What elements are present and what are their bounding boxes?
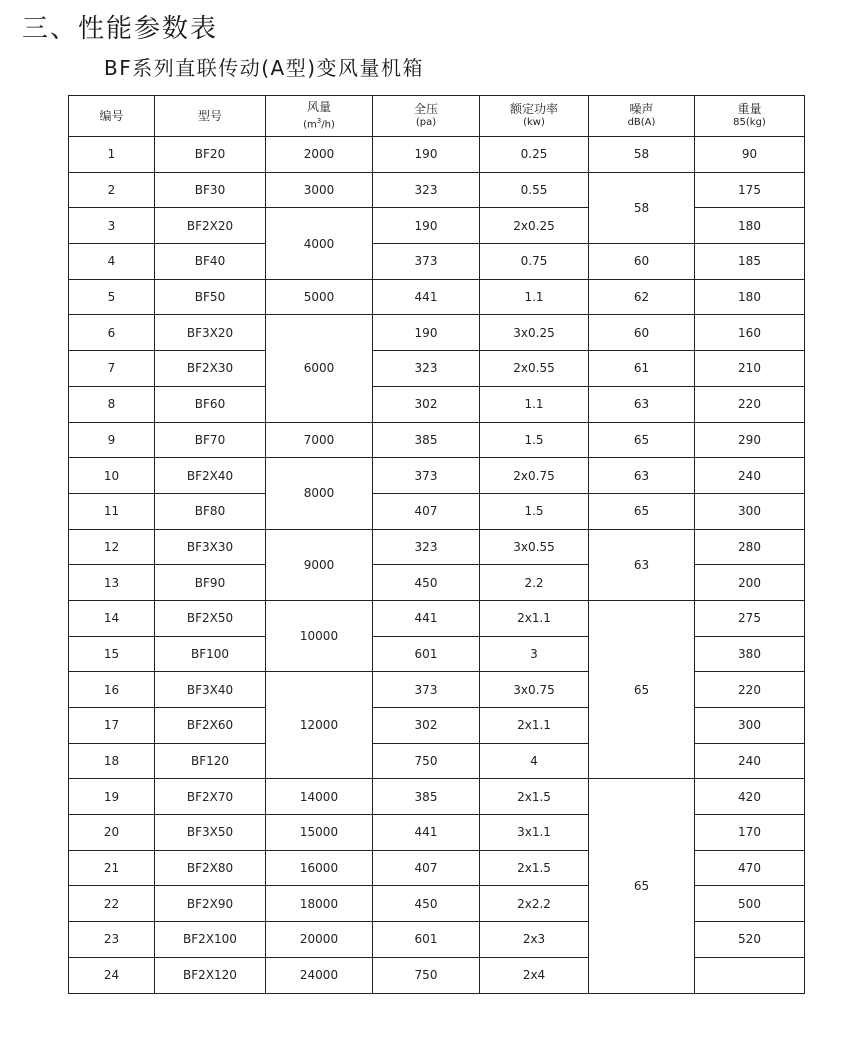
cell-pressure: 323 bbox=[373, 529, 480, 565]
cell-pressure: 601 bbox=[373, 922, 480, 958]
cell-airflow: 18000 bbox=[266, 886, 373, 922]
cell-power: 0.55 bbox=[480, 172, 589, 208]
header-weight: 重量 85(kg) bbox=[695, 96, 805, 137]
cell-weight: 200 bbox=[695, 565, 805, 601]
cell-no: 18 bbox=[69, 743, 155, 779]
cell-no: 11 bbox=[69, 493, 155, 529]
cell-weight: 500 bbox=[695, 886, 805, 922]
performance-table bbox=[68, 95, 805, 994]
cell-noise: 60 bbox=[589, 244, 695, 280]
table-row bbox=[69, 886, 805, 922]
table-row bbox=[69, 137, 805, 173]
cell-no: 23 bbox=[69, 922, 155, 958]
cell-power: 2x0.25 bbox=[480, 208, 589, 244]
cell-pressure: 407 bbox=[373, 493, 480, 529]
cell-weight: 180 bbox=[695, 279, 805, 315]
cell-weight: 470 bbox=[695, 850, 805, 886]
cell-power: 3x0.25 bbox=[480, 315, 589, 351]
header-model: 型号 bbox=[155, 96, 266, 137]
cell-weight: 90 bbox=[695, 137, 805, 173]
cell-power: 1.1 bbox=[480, 279, 589, 315]
cell-weight: 280 bbox=[695, 529, 805, 565]
cell-pressure: 750 bbox=[373, 743, 480, 779]
cell-airflow: 8000 bbox=[266, 458, 373, 529]
cell-no: 17 bbox=[69, 708, 155, 744]
cell-power: 3x0.75 bbox=[480, 672, 589, 708]
cell-no: 1 bbox=[69, 137, 155, 173]
table-row bbox=[69, 850, 805, 886]
cell-no: 21 bbox=[69, 850, 155, 886]
cell-pressure: 373 bbox=[373, 672, 480, 708]
cell-pressure: 302 bbox=[373, 386, 480, 422]
cell-airflow: 7000 bbox=[266, 422, 373, 458]
table-row bbox=[69, 672, 805, 708]
cell-noise: 60 bbox=[589, 315, 695, 351]
cell-pressure: 441 bbox=[373, 279, 480, 315]
cell-model: BF120 bbox=[155, 743, 266, 779]
header-power: 额定功率 (kw) bbox=[480, 96, 589, 137]
cell-model: BF3X20 bbox=[155, 315, 266, 351]
table-row bbox=[69, 636, 805, 672]
cell-power: 2x1.5 bbox=[480, 850, 589, 886]
cell-pressure: 373 bbox=[373, 458, 480, 494]
table-row bbox=[69, 244, 805, 280]
table-row bbox=[69, 600, 805, 636]
cell-model: BF30 bbox=[155, 172, 266, 208]
table-row bbox=[69, 565, 805, 601]
cell-weight bbox=[695, 957, 805, 993]
cell-pressure: 190 bbox=[373, 208, 480, 244]
cell-airflow: 10000 bbox=[266, 600, 373, 671]
cell-weight: 220 bbox=[695, 672, 805, 708]
cell-airflow: 16000 bbox=[266, 850, 373, 886]
cell-no: 6 bbox=[69, 315, 155, 351]
cell-weight: 180 bbox=[695, 208, 805, 244]
cell-power: 2x0.75 bbox=[480, 458, 589, 494]
cell-noise: 58 bbox=[589, 172, 695, 243]
table-header-row bbox=[69, 96, 805, 137]
cell-power: 2x1.1 bbox=[480, 600, 589, 636]
cell-model: BF2X80 bbox=[155, 850, 266, 886]
cell-airflow: 14000 bbox=[266, 779, 373, 815]
cell-pressure: 450 bbox=[373, 886, 480, 922]
cell-model: BF3X50 bbox=[155, 815, 266, 851]
cell-power: 1.5 bbox=[480, 422, 589, 458]
cell-power: 3x0.55 bbox=[480, 529, 589, 565]
cell-noise: 58 bbox=[589, 137, 695, 173]
table-row bbox=[69, 315, 805, 351]
table-row bbox=[69, 743, 805, 779]
cell-noise: 63 bbox=[589, 529, 695, 600]
cell-pressure: 373 bbox=[373, 244, 480, 280]
cell-no: 9 bbox=[69, 422, 155, 458]
cell-weight: 300 bbox=[695, 708, 805, 744]
cell-pressure: 302 bbox=[373, 708, 480, 744]
cell-power: 0.75 bbox=[480, 244, 589, 280]
table-row bbox=[69, 493, 805, 529]
cell-noise: 65 bbox=[589, 422, 695, 458]
cell-no: 3 bbox=[69, 208, 155, 244]
table-row bbox=[69, 815, 805, 851]
cell-model: BF50 bbox=[155, 279, 266, 315]
cell-pressure: 601 bbox=[373, 636, 480, 672]
cell-model: BF90 bbox=[155, 565, 266, 601]
cell-weight: 210 bbox=[695, 351, 805, 387]
cell-pressure: 190 bbox=[373, 137, 480, 173]
table-row bbox=[69, 529, 805, 565]
cell-pressure: 750 bbox=[373, 957, 480, 993]
cell-model: BF2X60 bbox=[155, 708, 266, 744]
cell-pressure: 385 bbox=[373, 422, 480, 458]
cell-airflow: 6000 bbox=[266, 315, 373, 422]
cell-model: BF3X30 bbox=[155, 529, 266, 565]
cell-power: 2x0.55 bbox=[480, 351, 589, 387]
cell-model: BF80 bbox=[155, 493, 266, 529]
cell-power: 2.2 bbox=[480, 565, 589, 601]
cell-no: 5 bbox=[69, 279, 155, 315]
cell-no: 15 bbox=[69, 636, 155, 672]
cell-pressure: 323 bbox=[373, 172, 480, 208]
cell-weight: 275 bbox=[695, 600, 805, 636]
table-row bbox=[69, 957, 805, 993]
cell-pressure: 441 bbox=[373, 815, 480, 851]
cell-noise: 63 bbox=[589, 386, 695, 422]
cell-pressure: 441 bbox=[373, 600, 480, 636]
cell-noise: 61 bbox=[589, 351, 695, 387]
cell-no: 20 bbox=[69, 815, 155, 851]
table-row bbox=[69, 351, 805, 387]
table-row bbox=[69, 779, 805, 815]
cell-airflow: 24000 bbox=[266, 957, 373, 993]
cell-model: BF2X30 bbox=[155, 351, 266, 387]
cell-model: BF2X20 bbox=[155, 208, 266, 244]
table-row bbox=[69, 208, 805, 244]
cell-noise: 63 bbox=[589, 458, 695, 494]
cell-model: BF2X120 bbox=[155, 957, 266, 993]
cell-pressure: 385 bbox=[373, 779, 480, 815]
cell-weight: 380 bbox=[695, 636, 805, 672]
table-row bbox=[69, 279, 805, 315]
cell-pressure: 323 bbox=[373, 351, 480, 387]
cell-weight: 290 bbox=[695, 422, 805, 458]
cell-no: 10 bbox=[69, 458, 155, 494]
cell-noise: 65 bbox=[589, 600, 695, 778]
cell-weight: 240 bbox=[695, 458, 805, 494]
table-row bbox=[69, 458, 805, 494]
cell-weight: 520 bbox=[695, 922, 805, 958]
table-row bbox=[69, 708, 805, 744]
cell-model: BF3X40 bbox=[155, 672, 266, 708]
cell-power: 2x1.1 bbox=[480, 708, 589, 744]
cell-weight: 185 bbox=[695, 244, 805, 280]
cell-weight: 420 bbox=[695, 779, 805, 815]
cell-weight: 170 bbox=[695, 815, 805, 851]
header-airflow: 风量 $(m^3/h)$ bbox=[266, 96, 373, 137]
cell-no: 24 bbox=[69, 957, 155, 993]
header-airflow-unit: $(m^3/h)$ bbox=[303, 116, 335, 131]
cell-power: 3x1.1 bbox=[480, 815, 589, 851]
cell-model: BF70 bbox=[155, 422, 266, 458]
table-subtitle: BF系列直联传动(A型)变风量机箱 bbox=[104, 56, 425, 80]
cell-no: 14 bbox=[69, 600, 155, 636]
cell-airflow: 20000 bbox=[266, 922, 373, 958]
cell-power: 2x4 bbox=[480, 957, 589, 993]
cell-power: 1.5 bbox=[480, 493, 589, 529]
table-row bbox=[69, 422, 805, 458]
cell-airflow: 4000 bbox=[266, 208, 373, 279]
cell-no: 7 bbox=[69, 351, 155, 387]
cell-model: BF2X70 bbox=[155, 779, 266, 815]
cell-model: BF60 bbox=[155, 386, 266, 422]
cell-power: 0.25 bbox=[480, 137, 589, 173]
cell-airflow: 2000 bbox=[266, 137, 373, 173]
cell-noise: 62 bbox=[589, 279, 695, 315]
cell-power: 1.1 bbox=[480, 386, 589, 422]
header-pressure: 全压 (pa) bbox=[373, 96, 480, 137]
cell-model: BF2X40 bbox=[155, 458, 266, 494]
cell-model: BF40 bbox=[155, 244, 266, 280]
table-row bbox=[69, 172, 805, 208]
cell-power: 2x2.2 bbox=[480, 886, 589, 922]
cell-model: BF2X50 bbox=[155, 600, 266, 636]
cell-weight: 220 bbox=[695, 386, 805, 422]
cell-power: 3 bbox=[480, 636, 589, 672]
cell-no: 8 bbox=[69, 386, 155, 422]
cell-airflow: 15000 bbox=[266, 815, 373, 851]
cell-model: BF2X100 bbox=[155, 922, 266, 958]
cell-airflow: 9000 bbox=[266, 529, 373, 600]
cell-noise: 65 bbox=[589, 779, 695, 993]
cell-airflow: 5000 bbox=[266, 279, 373, 315]
cell-power: 2x1.5 bbox=[480, 779, 589, 815]
section-title: 三、性能参数表 bbox=[22, 14, 219, 44]
cell-pressure: 407 bbox=[373, 850, 480, 886]
cell-model: BF100 bbox=[155, 636, 266, 672]
cell-no: 19 bbox=[69, 779, 155, 815]
cell-weight: 300 bbox=[695, 493, 805, 529]
cell-airflow: 3000 bbox=[266, 172, 373, 208]
cell-no: 2 bbox=[69, 172, 155, 208]
cell-weight: 240 bbox=[695, 743, 805, 779]
table-row bbox=[69, 386, 805, 422]
cell-no: 4 bbox=[69, 244, 155, 280]
cell-model: BF20 bbox=[155, 137, 266, 173]
cell-pressure: 190 bbox=[373, 315, 480, 351]
table-row bbox=[69, 922, 805, 958]
cell-power: 2x3 bbox=[480, 922, 589, 958]
cell-model: BF2X90 bbox=[155, 886, 266, 922]
cell-no: 16 bbox=[69, 672, 155, 708]
cell-no: 13 bbox=[69, 565, 155, 601]
cell-weight: 175 bbox=[695, 172, 805, 208]
cell-airflow: 12000 bbox=[266, 672, 373, 779]
header-noise: 噪声 dB(A) bbox=[589, 96, 695, 137]
cell-weight: 160 bbox=[695, 315, 805, 351]
cell-power: 4 bbox=[480, 743, 589, 779]
cell-pressure: 450 bbox=[373, 565, 480, 601]
header-no: 编号 bbox=[69, 96, 155, 137]
cell-no: 12 bbox=[69, 529, 155, 565]
cell-noise: 65 bbox=[589, 493, 695, 529]
cell-no: 22 bbox=[69, 886, 155, 922]
